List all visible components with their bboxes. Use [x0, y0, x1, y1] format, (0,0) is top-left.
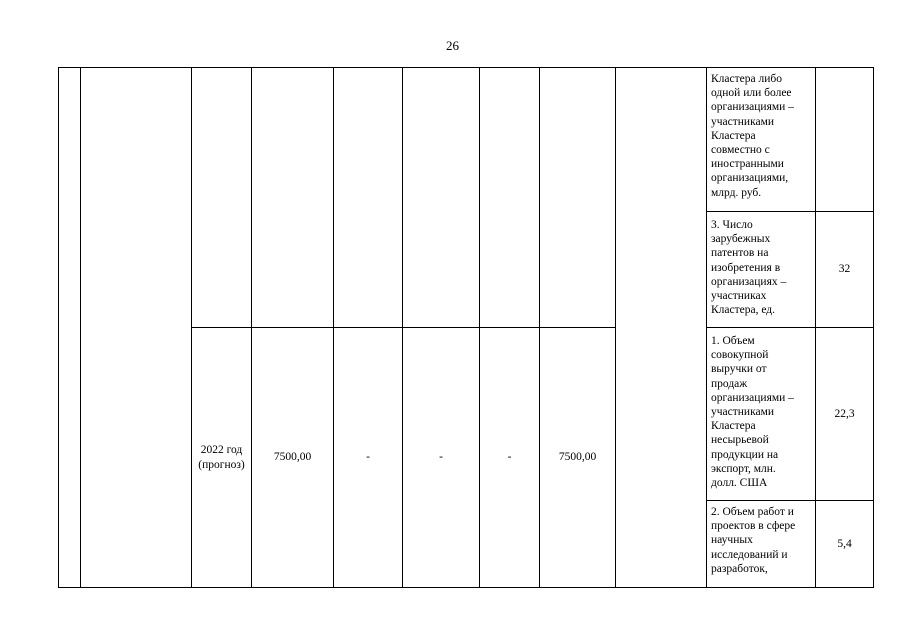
indicator-text: 3. Число зарубежных патентов на изобретения в организациях – участниках Кластера, ед.	[711, 219, 787, 317]
indicator-text: 1. Объем совокупной выручки от продаж организациями – участниками Кластера несырьевой продукции на экспорт, млн. долл. США	[711, 335, 794, 490]
funding-cell: 7500,00	[558, 451, 597, 464]
funding-cell: -	[507, 451, 512, 464]
funding-cell: -	[366, 451, 370, 464]
indicator-value: 32	[838, 263, 851, 276]
table-border-top	[58, 67, 874, 68]
column-divider	[80, 67, 81, 588]
indicator-text: 2. Объем работ и проектов в сфере научных исследований и разработок,	[711, 506, 796, 575]
page-number: 26	[446, 38, 459, 53]
year-cell: 2022 год (прогноз)	[198, 444, 245, 471]
table-border-bottom	[58, 587, 874, 588]
indicator-text: Кластера либо одной или более организациями – участниками Кластера совместно с иностранными организациями, млрд. руб.	[711, 73, 794, 199]
funding-cell: -	[439, 451, 443, 464]
indicator-value: 22,3	[834, 407, 855, 420]
table-border-left	[58, 67, 59, 588]
indicator-value: 5,4	[837, 537, 852, 550]
funding-total: 7500,00	[273, 451, 312, 464]
